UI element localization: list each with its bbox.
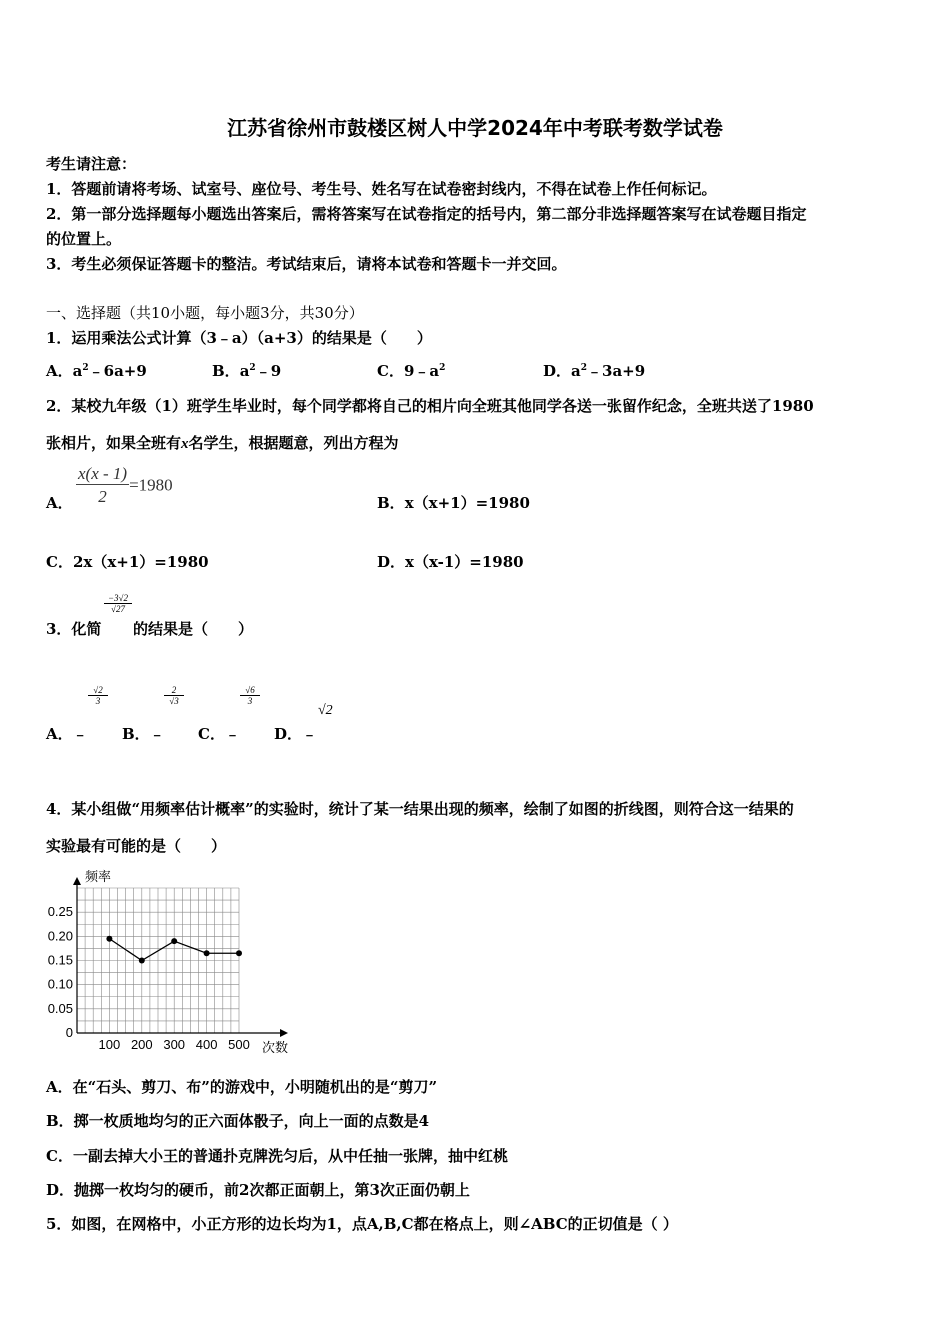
option-text: ﹣6a+9	[88, 362, 147, 380]
x-axis-arrow	[280, 1029, 288, 1037]
q2-option-c	[46, 551, 209, 572]
option-text: x（x-1）=1980	[405, 553, 524, 571]
page-title: 江苏省徐州市鼓楼区树人中学2024年中考联考数学试卷	[227, 116, 723, 140]
x-tick-label: 400	[195, 1037, 218, 1052]
q1-option-c	[377, 360, 445, 381]
q3-option-c-label: C．﹣	[198, 725, 240, 743]
y-tick-label: 0.25	[47, 904, 73, 920]
fraction-denominator: 3	[88, 695, 108, 706]
fraction-denominator: √3	[164, 695, 184, 706]
fraction-numerator: 2	[171, 685, 177, 695]
fraction-denominator: 3	[240, 695, 260, 706]
notice-item: 的位置上。	[46, 230, 122, 248]
chart-tick-labels	[48, 904, 250, 1052]
option-text: 9﹣a	[403, 362, 440, 380]
option-text: 2x（x+1）=1980	[72, 553, 209, 571]
data-point	[139, 958, 145, 964]
question-3-post: 的结果是（ ）	[133, 620, 254, 638]
data-point	[236, 950, 242, 956]
chart-axes	[73, 877, 288, 1037]
q2-option-a-fraction	[76, 464, 173, 507]
y-tick-label: 0.10	[47, 976, 73, 992]
fraction-numerator: x(x - 1)	[78, 464, 128, 483]
x-tick-label: 300	[163, 1037, 186, 1052]
x-tick-label: 200	[130, 1037, 153, 1052]
q2-option-a-label: A．	[46, 494, 73, 512]
question-4-line2: 实验最有可能的是（ ）	[46, 837, 227, 855]
option-text: a	[571, 362, 581, 380]
stem-text: 张相片，如果全班有	[46, 434, 182, 452]
question-5-stem: 5．如图，在网格中，小正方形的边长均为1，点A,B,C都在格点上，则∠ABC的正切值是（ ）	[46, 1215, 678, 1233]
q3-option-c-fraction	[240, 685, 260, 706]
q1-option-a	[46, 360, 147, 381]
option-label: C．	[46, 553, 73, 571]
data-point	[106, 936, 112, 942]
option-text: ﹣9	[255, 362, 282, 380]
question-1-stem: 1．运用乘法公式计算（3﹣a）（a+3）的结果是（ ）	[46, 329, 432, 347]
q3-option-a-fraction	[88, 685, 108, 706]
option-label: B．	[377, 494, 405, 512]
y-tick-label: 0.20	[47, 928, 73, 944]
fraction-numerator: −3√2	[107, 593, 128, 603]
q3-option-a-label: A．﹣	[46, 725, 88, 743]
x-axis-label: 次数	[262, 1040, 289, 1055]
notice-heading: 考生请注意：	[46, 155, 137, 173]
notice-item: 1．答题前请将考场、试室号、座位号、考生号、姓名写在试卷密封线内，不得在试卷上作任何标记。	[46, 180, 717, 198]
q3-option-d-value: √2	[318, 703, 333, 718]
q2-option-b	[377, 492, 530, 513]
data-point	[204, 950, 210, 956]
option-text: x（x+1）=1980	[404, 494, 530, 512]
question-3-pre: 3．化简	[46, 620, 102, 638]
q3-option-d-label: D．﹣	[274, 725, 318, 743]
question-2-line2	[46, 432, 399, 453]
option-label: D．	[377, 553, 406, 571]
option-label: A．	[46, 362, 73, 380]
option-text: a	[72, 362, 83, 380]
option-label: D．	[543, 362, 572, 380]
y-axis-arrow	[73, 877, 81, 885]
option-text: ﹣3a+9	[587, 362, 646, 380]
q4-option-b: B．掷一枚质地均匀的正六面体骰子，向上一面的点数是4	[46, 1112, 430, 1130]
q1-option-b	[212, 360, 281, 381]
data-point	[171, 938, 177, 944]
equation-rhs: =1980	[129, 475, 173, 495]
stem-text: 名学生，根据题意，列出方程为	[188, 434, 399, 452]
fraction-denominator: √27	[104, 603, 132, 614]
y-tick-label: 0	[65, 1025, 73, 1040]
q2-option-d	[377, 551, 524, 572]
notice-item: 3．考生必须保证答题卡的整洁。考试结束后，请将本试卷和答题卡一并交回。	[46, 255, 567, 273]
chart-grid	[77, 888, 239, 1033]
option-label: C．	[377, 362, 404, 380]
q4-option-d: D．抛掷一枚均匀的硬币，前2次都正面朝上，第3次正面仍朝上	[46, 1181, 470, 1199]
exponent: 2	[82, 363, 89, 373]
notice-item: 2．第一部分选择题每小题选出答案后，需将答案写在试卷指定的括号内，第二部分非选择题答案写在试卷题目指定	[46, 205, 807, 223]
q3-fraction	[104, 593, 132, 614]
x-tick-label: 500	[228, 1037, 250, 1052]
q1-option-d	[543, 360, 645, 381]
exponent: 2	[439, 363, 446, 373]
variable: x	[181, 436, 189, 452]
fraction-numerator: √6	[245, 685, 255, 695]
section-heading: 一、选择题（共10小题，每小题3分，共30分）	[46, 304, 364, 322]
exponent: 2	[249, 363, 256, 373]
q3-option-b-label: B．﹣	[122, 725, 165, 743]
fraction	[76, 464, 129, 507]
exponent: 2	[580, 363, 588, 373]
y-tick-label: 0.15	[47, 952, 73, 968]
y-tick-label: 0.05	[47, 1000, 73, 1016]
y-axis-label: 频率	[85, 869, 112, 884]
frequency-line-chart	[40, 866, 305, 1060]
q4-option-c: C．一副去掉大小王的普通扑克牌洗匀后，从中任抽一张牌，抽中红桃	[46, 1147, 508, 1165]
q3-option-b-fraction	[164, 685, 184, 706]
fraction-numerator: √2	[93, 685, 103, 695]
fraction-denominator: 2	[98, 487, 107, 506]
question-2-line1: 2．某校九年级（1）班学生毕业时，每个同学都将自己的相片向全班其他同学各送一张留作纪念，全班共送了1980	[46, 397, 814, 415]
q4-option-a: A．在“石头、剪刀、布”的游戏中，小明随机出的是“剪刀”	[46, 1078, 438, 1096]
option-label: B．	[212, 362, 240, 380]
x-tick-label: 100	[98, 1037, 121, 1052]
question-4-line1: 4．某小组做“用频率估计概率”的实验时，统计了某一结果出现的频率，绘制了如图的折线图，则符合这一结果的	[46, 800, 794, 818]
option-text: a	[239, 362, 250, 380]
